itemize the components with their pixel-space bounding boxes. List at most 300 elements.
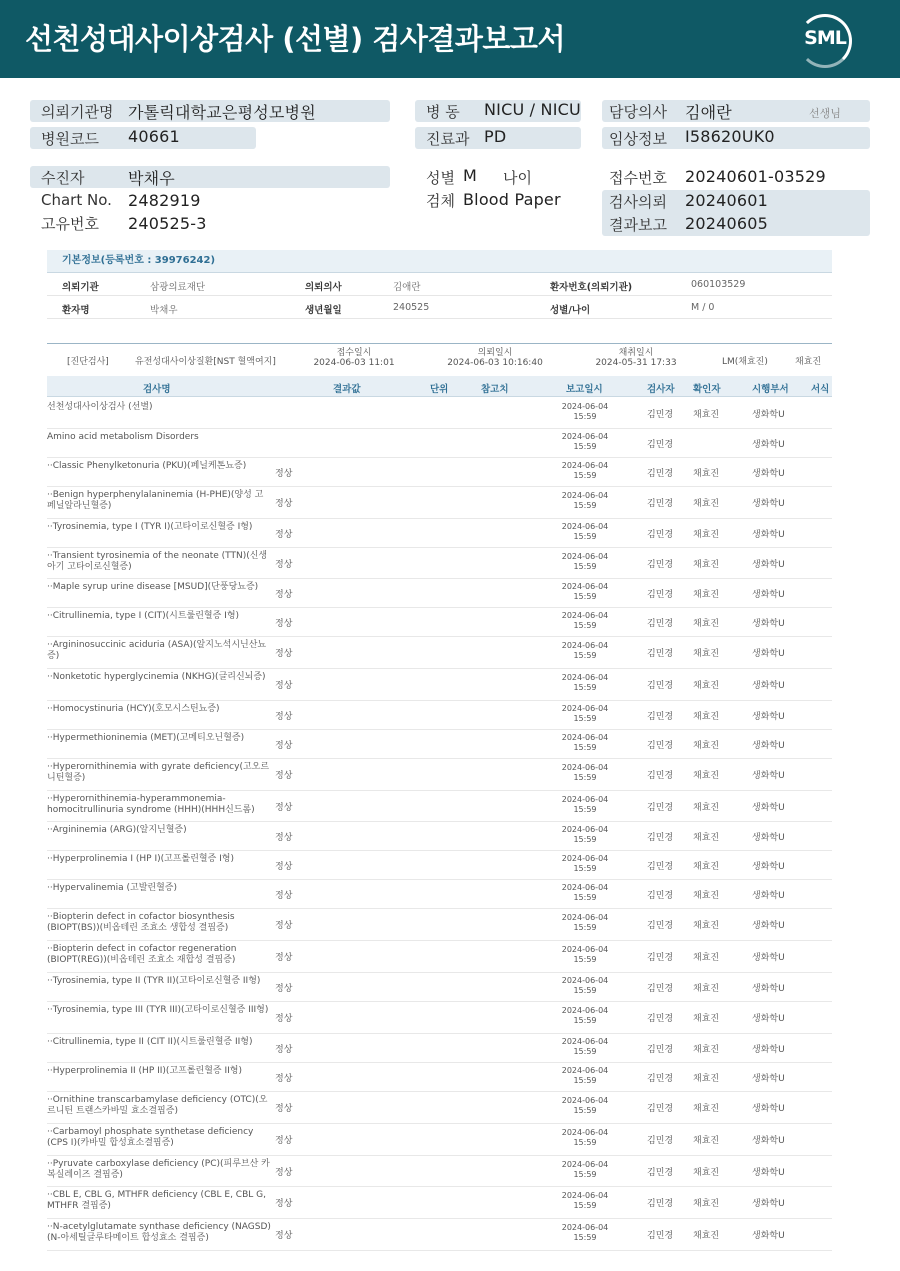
- report-time: 15:59: [573, 1076, 597, 1085]
- collect-time: [591, 348, 681, 368]
- unique-value: 240525-3: [128, 214, 207, 233]
- report-time: 15:59: [573, 1138, 597, 1147]
- table-row: [47, 578, 832, 608]
- table-row: [47, 486, 832, 519]
- test-name: ··Hypermethioninemia (MET)(고메티오닌혈증): [47, 733, 245, 743]
- dept-name: 생화학U: [752, 619, 785, 629]
- report-date: 2024-06-04: [561, 733, 609, 742]
- report-datetime: [559, 763, 611, 783]
- sml-logo: [798, 14, 850, 66]
- result-value: 정상: [275, 1168, 293, 1178]
- tester-name: 김민경: [647, 803, 674, 813]
- table-row: [47, 790, 832, 822]
- test-name: ··Hyperornithinemia-hyperammonemia-homocitrullinuria syndrome (HHH)(HHH신드롬): [47, 794, 255, 815]
- report-time: 15:59: [573, 805, 597, 814]
- result-value: 정상: [275, 1136, 293, 1146]
- report-time: 15:59: [573, 1201, 597, 1210]
- test-name: ··Tyrosinemia, type III (TYR III)(고타이로신혈증 III형): [47, 1005, 269, 1015]
- table-row: [47, 1186, 832, 1219]
- report-datetime: [559, 1223, 611, 1243]
- report-datetime: [559, 795, 611, 815]
- report-time: 15:59: [573, 743, 597, 752]
- checker-name: 채효진: [693, 590, 720, 600]
- table-row: [47, 758, 832, 791]
- report-date-label: 결과보고: [609, 216, 667, 234]
- report-time: 15:59: [573, 1106, 597, 1115]
- req-doctor-val: 김애란: [393, 282, 421, 293]
- tester-name: 김민경: [647, 953, 674, 963]
- test-name: ··Argininemia (ARG)(알지닌혈증): [47, 825, 187, 835]
- table-row: [47, 850, 832, 880]
- result-value: 정상: [275, 530, 293, 540]
- report-date: 2024-06-04: [561, 402, 609, 411]
- dept-name: 생화학U: [752, 1014, 785, 1024]
- test-name: ··CBL E, CBL G, MTHFR deficiency (CBL E, CBL G, MTHFR 결핍증): [47, 1190, 266, 1211]
- result-value: 정상: [275, 862, 293, 872]
- patient-name-key: 환자명: [62, 305, 90, 316]
- report-date: 2024-06-04: [561, 1128, 609, 1137]
- report-time: 15:59: [573, 471, 597, 480]
- specimen-value: Blood Paper: [463, 190, 561, 209]
- test-name: ··Biopterin defect in cofactor regeneration (BIOPT(REG))(비옵테린 조효소 재합성 결핍증): [47, 944, 237, 965]
- table-row: [47, 1062, 832, 1092]
- report-time: 15:59: [573, 923, 597, 932]
- dept-name: 생화학U: [752, 862, 785, 872]
- checker-name: 채효진: [693, 410, 720, 420]
- hosp-code-value: 40661: [128, 127, 180, 146]
- report-date: 2024-06-04: [561, 913, 609, 922]
- report-date: 2024-06-04: [561, 1191, 609, 1200]
- report-date: 2024-06-04: [561, 1037, 609, 1046]
- report-time: 15:59: [573, 621, 597, 630]
- tester-name: 김민경: [647, 619, 674, 629]
- report-date: 2024-06-04: [561, 461, 609, 470]
- table-row: [47, 1001, 832, 1034]
- report-datetime: [559, 976, 611, 996]
- dept-name: 생화학U: [752, 560, 785, 570]
- hosp-code-label: 병원코드: [41, 130, 99, 148]
- col-dept: 시행부서: [752, 384, 789, 395]
- col-form: 서식: [811, 384, 830, 395]
- tester-name: 김민경: [647, 1168, 674, 1178]
- dept-name: 생화학U: [752, 681, 785, 691]
- result-value: 정상: [275, 741, 293, 751]
- tester-name: 김민경: [647, 469, 674, 479]
- test-name: ··Transient tyrosinemia of the neonate (TTN)(신생아기 고타이로신혈증): [47, 551, 268, 572]
- tester-name: 김민경: [647, 862, 674, 872]
- diag-type: [진단검사]: [67, 357, 109, 367]
- tester-name: 김민경: [647, 440, 674, 450]
- test-name: ··Tyrosinemia, type I (TYR I)(고타이로신혈증 I형): [47, 522, 253, 532]
- dept-name: 생화학U: [752, 891, 785, 901]
- req-date-label: 검사의뢰: [609, 193, 667, 211]
- test-name: ··Classic Phenylketonuria (PKU)(페닐케톤뇨증): [47, 461, 247, 471]
- sex-value: M: [463, 166, 478, 185]
- report-time: 15:59: [573, 651, 597, 660]
- checker-name: 채효진: [693, 499, 720, 509]
- tester-name: 김민경: [647, 891, 674, 901]
- test-name: ··Maple syrup urine disease [MSUD](단풍당뇨증): [47, 582, 259, 592]
- checker-name: 채효진: [693, 891, 720, 901]
- age-label: 나이: [503, 169, 532, 187]
- checker-name: 채효진: [693, 1199, 720, 1209]
- report-datetime: [559, 461, 611, 481]
- clinical-label: 임상정보: [609, 130, 667, 148]
- report-time: 15:59: [573, 714, 597, 723]
- report-time: 15:59: [573, 501, 597, 510]
- dept-name: 생화학U: [752, 803, 785, 813]
- checker-name: 채효진: [693, 712, 720, 722]
- receive-label: 접수일시: [336, 348, 372, 358]
- tester-name: 김민경: [647, 1074, 674, 1084]
- report-datetime: [559, 1160, 611, 1180]
- receive-time: [309, 348, 399, 368]
- checker-name: 채효진: [693, 649, 720, 659]
- report-datetime: [559, 552, 611, 572]
- tester-name: 김민경: [647, 984, 674, 994]
- ward-label: 병 동: [426, 103, 460, 121]
- report-time: 15:59: [573, 835, 597, 844]
- report-date: 2024-06-04: [561, 1096, 609, 1105]
- dept-name: 생화학U: [752, 499, 785, 509]
- report-title: 선천성대사이상검사 (선별) 검사결과보고서: [25, 22, 565, 56]
- patient-no-val: 060103529: [691, 279, 746, 290]
- report-datetime: [559, 522, 611, 542]
- tester-name: 김민경: [647, 1014, 674, 1024]
- req-org-label: 의뢰기관명: [41, 103, 114, 121]
- report-date: 2024-06-04: [561, 945, 609, 954]
- test-name: ··Nonketotic hyperglycinemia (NKHG)(글리신뇌증): [47, 672, 266, 682]
- tester-name: 김민경: [647, 499, 674, 509]
- result-value: 정상: [275, 833, 293, 843]
- checker-name: 채효진: [693, 681, 720, 691]
- report-time: 15:59: [573, 683, 597, 692]
- col-unit: 단위: [430, 384, 449, 395]
- receipt-label: 접수번호: [609, 169, 667, 187]
- table-row: [47, 607, 832, 637]
- dept-name: 생화학U: [752, 1199, 785, 1209]
- basic-info-row: [47, 296, 832, 319]
- dept-name: 생화학U: [752, 741, 785, 751]
- report-time: 15:59: [573, 1170, 597, 1179]
- chart-value: 2482919: [128, 191, 201, 210]
- report-datetime: [559, 641, 611, 661]
- result-value: 정상: [275, 469, 293, 479]
- result-value: 정상: [275, 921, 293, 931]
- dept-name: 생화학U: [752, 771, 785, 781]
- table-row: [47, 398, 832, 429]
- dept-name: 생화학U: [752, 1168, 785, 1178]
- table-row: [47, 821, 832, 851]
- req-org-key: 의뢰기관: [62, 282, 99, 293]
- sex-age-key: 성별/나이: [550, 305, 591, 316]
- report-time: 15:59: [573, 1016, 597, 1025]
- checker-name: 채효진: [693, 741, 720, 751]
- table-row: [47, 1218, 832, 1251]
- checker-name: 채효진: [693, 469, 720, 479]
- report-date: 2024-06-04: [561, 1066, 609, 1075]
- tester-name: 김민경: [647, 771, 674, 781]
- report-datetime: [559, 1191, 611, 1211]
- tester-name: 김민경: [647, 1231, 674, 1241]
- report-datetime: [559, 432, 611, 452]
- tester-name: 김민경: [647, 1104, 674, 1114]
- report-date: 2024-06-04: [561, 1006, 609, 1015]
- clinical-value: I58620UK0: [685, 127, 775, 146]
- report-time: 15:59: [573, 893, 597, 902]
- report-time: 15:59: [573, 773, 597, 782]
- tester-name: 김민경: [647, 410, 674, 420]
- dept-label: 진료과: [426, 130, 470, 148]
- dept-name: 생화학U: [752, 410, 785, 420]
- report-date: 2024-06-04: [561, 491, 609, 500]
- result-value: 정상: [275, 771, 293, 781]
- report-date: 2024-06-04: [561, 795, 609, 804]
- tester-name: 김민경: [647, 560, 674, 570]
- report-datetime: [559, 673, 611, 693]
- dept-name: 생화학U: [752, 1074, 785, 1084]
- col-checker: 확인자: [693, 384, 721, 395]
- dept-value: PD: [484, 127, 507, 146]
- request-time: [443, 348, 547, 368]
- table-row: [47, 700, 832, 730]
- table-row: [47, 428, 832, 458]
- report-datetime: [559, 704, 611, 724]
- dept-name: 생화학U: [752, 530, 785, 540]
- report-date: 2024-06-04: [561, 552, 609, 561]
- result-value: 정상: [275, 803, 293, 813]
- table-row: [47, 1091, 832, 1124]
- report-date: 2024-06-04: [561, 763, 609, 772]
- checker-name: 채효진: [693, 530, 720, 540]
- tester-name: 김민경: [647, 681, 674, 691]
- result-value: 정상: [275, 1199, 293, 1209]
- table-row: [47, 1033, 832, 1063]
- report-datetime: [559, 582, 611, 602]
- dept-name: 생화학U: [752, 1231, 785, 1241]
- test-name: ··Hyperornithinemia with gyrate deficiency(고오르니틴혈증): [47, 762, 270, 783]
- tester-name: 김민경: [647, 530, 674, 540]
- collect-label: 채취일시: [618, 348, 654, 358]
- report-datetime: [559, 1066, 611, 1086]
- result-value: 정상: [275, 1231, 293, 1241]
- basic-info-title: 기본정보(등록번호 : 39976242): [47, 250, 832, 273]
- ward-value: NICU / NICU: [484, 100, 581, 119]
- test-name: ··Argininosuccinic aciduria (ASA)(알지노석시닌산뇨증): [47, 640, 267, 661]
- report-datetime: [559, 733, 611, 753]
- test-name: ··Hypervalinemia (고발린혈증): [47, 883, 177, 893]
- req-doctor-key: 의뢰의사: [305, 282, 342, 293]
- birth-val: 240525: [393, 302, 430, 313]
- test-name: ··Benign hyperphenylalaninemia (H-PHE)(양성 고페닐알라닌혈증): [47, 490, 264, 511]
- req-org-value: 가톨릭대학교은평성모병원: [128, 103, 316, 122]
- tester-name: 김민경: [647, 1045, 674, 1055]
- tester-name: 김민경: [647, 921, 674, 931]
- test-name: ··Ornithine transcarbamylase deficiency (OTC)(오르니틴 트랜스카바밀 효소결핍증): [47, 1095, 268, 1116]
- report-date: 2024-06-04: [561, 704, 609, 713]
- checker-name: 채효진: [693, 862, 720, 872]
- report-time: 15:59: [573, 1233, 597, 1242]
- lm-person: 채효진: [795, 357, 822, 367]
- doctor-value: 김애란: [685, 103, 732, 122]
- test-name: ··Homocystinuria (HCY)(호모시스틴뇨증): [47, 704, 220, 714]
- checker-name: 채효진: [693, 953, 720, 963]
- logo-text: SML: [804, 27, 846, 49]
- report-date: 2024-06-04: [561, 522, 609, 531]
- result-value: 정상: [275, 984, 293, 994]
- result-value: 정상: [275, 499, 293, 509]
- table-row: [47, 547, 832, 579]
- report-datetime: [559, 854, 611, 874]
- col-reference: 참고치: [481, 384, 509, 395]
- report-time: 15:59: [573, 592, 597, 601]
- report-datetime: [559, 1037, 611, 1057]
- table-row: [47, 972, 832, 1002]
- test-name: Amino acid metabolism Disorders: [47, 432, 199, 442]
- result-value: 정상: [275, 649, 293, 659]
- test-name: ··Carbamoyl phosphate synthetase deficiency (CPS I)(카바밀 합성효소결핍증): [47, 1127, 254, 1148]
- report-time: 15:59: [573, 412, 597, 421]
- report-time: 15:59: [573, 532, 597, 541]
- dept-name: 생화학U: [752, 440, 785, 450]
- dept-name: 생화학U: [752, 649, 785, 659]
- report-date-value: 20240605: [685, 214, 769, 233]
- checker-name: 채효진: [693, 1074, 720, 1084]
- report-datetime: [559, 402, 611, 422]
- dept-name: 생화학U: [752, 590, 785, 600]
- tester-name: 김민경: [647, 649, 674, 659]
- result-value: 정상: [275, 590, 293, 600]
- basic-info-row: [47, 273, 832, 296]
- table-row: [47, 729, 832, 759]
- request-value: 2024-06-03 10:16:40: [447, 358, 543, 368]
- table-row: [47, 518, 832, 548]
- sex-label: 성별: [426, 169, 455, 187]
- checker-name: 채효진: [693, 984, 720, 994]
- dept-name: 생화학U: [752, 712, 785, 722]
- collect-value: 2024-05-31 17:33: [595, 358, 677, 368]
- report-datetime: [559, 825, 611, 845]
- report-date: 2024-06-04: [561, 1160, 609, 1169]
- checker-name: 채효진: [693, 1045, 720, 1055]
- checker-name: 채효진: [693, 803, 720, 813]
- req-date-value: 20240601: [685, 191, 769, 210]
- tester-name: 김민경: [647, 1199, 674, 1209]
- dept-name: 생화학U: [752, 469, 785, 479]
- report-header: [0, 0, 900, 78]
- diagnostic-line: [47, 343, 832, 375]
- report-time: 15:59: [573, 442, 597, 451]
- report-datetime: [559, 611, 611, 631]
- table-row: [47, 940, 832, 973]
- result-value: 정상: [275, 619, 293, 629]
- tester-name: 김민경: [647, 741, 674, 751]
- result-value: 정상: [275, 1074, 293, 1084]
- test-name: ··Citrullinemia, type II (CIT II)(시트룰린혈증 II형): [47, 1037, 253, 1047]
- birth-key: 생년월일: [305, 305, 342, 316]
- test-name: 선천성대사이상검사 (선별): [47, 402, 153, 412]
- table-row: [47, 908, 832, 941]
- test-name: ··Pyruvate carboxylase deficiency (PC)(피루브산 카복실레이즈 결핍증): [47, 1159, 270, 1180]
- result-value: 정상: [275, 1045, 293, 1055]
- report-time: 15:59: [573, 864, 597, 873]
- patient-label: 수진자: [41, 169, 85, 187]
- doctor-suffix: 선생님: [809, 107, 841, 120]
- table-row: [47, 1155, 832, 1187]
- test-name: ··N-acetylglutamate synthase deficiency (NAGSD)(N-아세틸글루타메이트 합성효소 결핍증): [47, 1222, 271, 1243]
- report-time: 15:59: [573, 986, 597, 995]
- test-name: ··Citrullinemia, type I (CIT)(시트룰린혈증 I형): [47, 611, 240, 621]
- request-label: 의뢰일시: [477, 348, 513, 358]
- receipt-value: 20240601-03529: [685, 167, 826, 186]
- col-report-time: 보고일시: [566, 384, 603, 395]
- table-row: [47, 636, 832, 669]
- dept-name: 생화학U: [752, 953, 785, 963]
- report-date: 2024-06-04: [561, 825, 609, 834]
- basic-info-panel: [47, 250, 832, 319]
- req-org-val: 삼광의료재단: [150, 282, 206, 293]
- lm-label: LM(채효진): [722, 357, 768, 367]
- report-date: 2024-06-04: [561, 976, 609, 985]
- table-row: [47, 668, 832, 701]
- checker-name: 채효진: [693, 1136, 720, 1146]
- patient-name-val: 박채우: [150, 305, 178, 316]
- report-date: 2024-06-04: [561, 1223, 609, 1232]
- dept-name: 생화학U: [752, 1104, 785, 1114]
- checker-name: 채효진: [693, 560, 720, 570]
- checker-name: 채효진: [693, 771, 720, 781]
- report-time: 15:59: [573, 1047, 597, 1056]
- patient-no-key: 환자번호(의뢰기관): [550, 282, 633, 293]
- report-time: 15:59: [573, 955, 597, 964]
- report-date: 2024-06-04: [561, 611, 609, 620]
- tester-name: 김민경: [647, 833, 674, 843]
- specimen-label: 검체: [426, 192, 455, 210]
- test-name: ··Biopterin defect in cofactor biosynthesis (BIOPT(BS))(비옵테린 조효소 생합성 결핍증): [47, 912, 235, 933]
- checker-name: 채효진: [693, 1168, 720, 1178]
- sex-age-val: M / 0: [691, 302, 715, 313]
- result-value: 정상: [275, 681, 293, 691]
- dept-name: 생화학U: [752, 833, 785, 843]
- test-name: ··Tyrosinemia, type II (TYR II)(고타이로신혈증 II형): [47, 976, 261, 986]
- dept-name: 생화학U: [752, 984, 785, 994]
- receive-value: 2024-06-03 11:01: [313, 358, 395, 368]
- report-date: 2024-06-04: [561, 883, 609, 892]
- checker-name: 채효진: [693, 619, 720, 629]
- col-test-name: 검사명: [143, 384, 171, 395]
- result-value: 정상: [275, 953, 293, 963]
- doctor-label: 담당의사: [609, 103, 667, 121]
- report-datetime: [559, 1096, 611, 1116]
- chart-label: Chart No.: [41, 191, 112, 209]
- tester-name: 김민경: [647, 712, 674, 722]
- report-date: 2024-06-04: [561, 432, 609, 441]
- diag-name: 유전성대사이상질환[NST 혈액여지]: [135, 357, 276, 367]
- col-result: 결과값: [333, 384, 361, 395]
- report-datetime: [559, 491, 611, 511]
- patient-value: 박채우: [128, 169, 175, 188]
- checker-name: 채효진: [693, 1104, 720, 1114]
- test-name: ··Hyperprolinemia I (HP I)(고프롤린혈증 I형): [47, 854, 235, 864]
- report-datetime: [559, 1128, 611, 1148]
- col-tester: 검사자: [647, 384, 675, 395]
- report-date: 2024-06-04: [561, 854, 609, 863]
- table-row: [47, 879, 832, 909]
- results-table-header: [47, 376, 832, 397]
- result-value: 정상: [275, 712, 293, 722]
- report-date: 2024-06-04: [561, 641, 609, 650]
- dept-name: 생화학U: [752, 1136, 785, 1146]
